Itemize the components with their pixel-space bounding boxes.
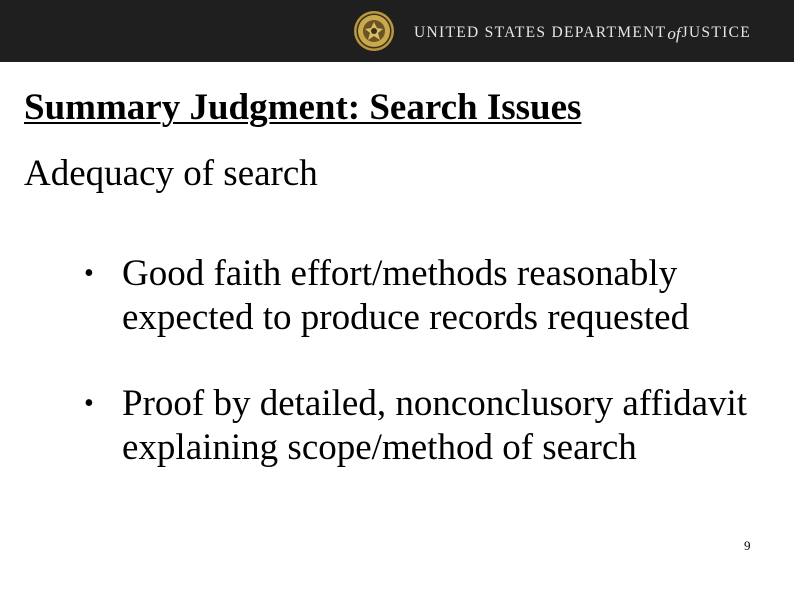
header-bar xyxy=(0,0,794,62)
department-name-part2: JUSTICE xyxy=(681,24,751,41)
bullet-text: Good faith effort/methods reasonably expected to produce records requested xyxy=(122,253,690,338)
slide-title: Summary Judgment: Search Issues xyxy=(24,87,582,128)
bullet-icon: • xyxy=(84,388,94,419)
department-name-of: of xyxy=(667,24,681,43)
bullet-text: Proof by detailed, nonconclusory affidavit explaining scope/method of search xyxy=(122,383,748,468)
bullet-item xyxy=(84,252,774,340)
page-number: 9 xyxy=(744,538,751,553)
department-name xyxy=(414,21,751,43)
doj-seal-icon xyxy=(353,10,395,52)
bullet-item xyxy=(84,382,774,470)
slide-subtitle: Adequacy of search xyxy=(24,153,318,194)
bullet-list xyxy=(84,252,774,512)
department-name-part1: UNITED STATES DEPARTMENT xyxy=(414,24,667,41)
bullet-icon: • xyxy=(84,258,94,289)
